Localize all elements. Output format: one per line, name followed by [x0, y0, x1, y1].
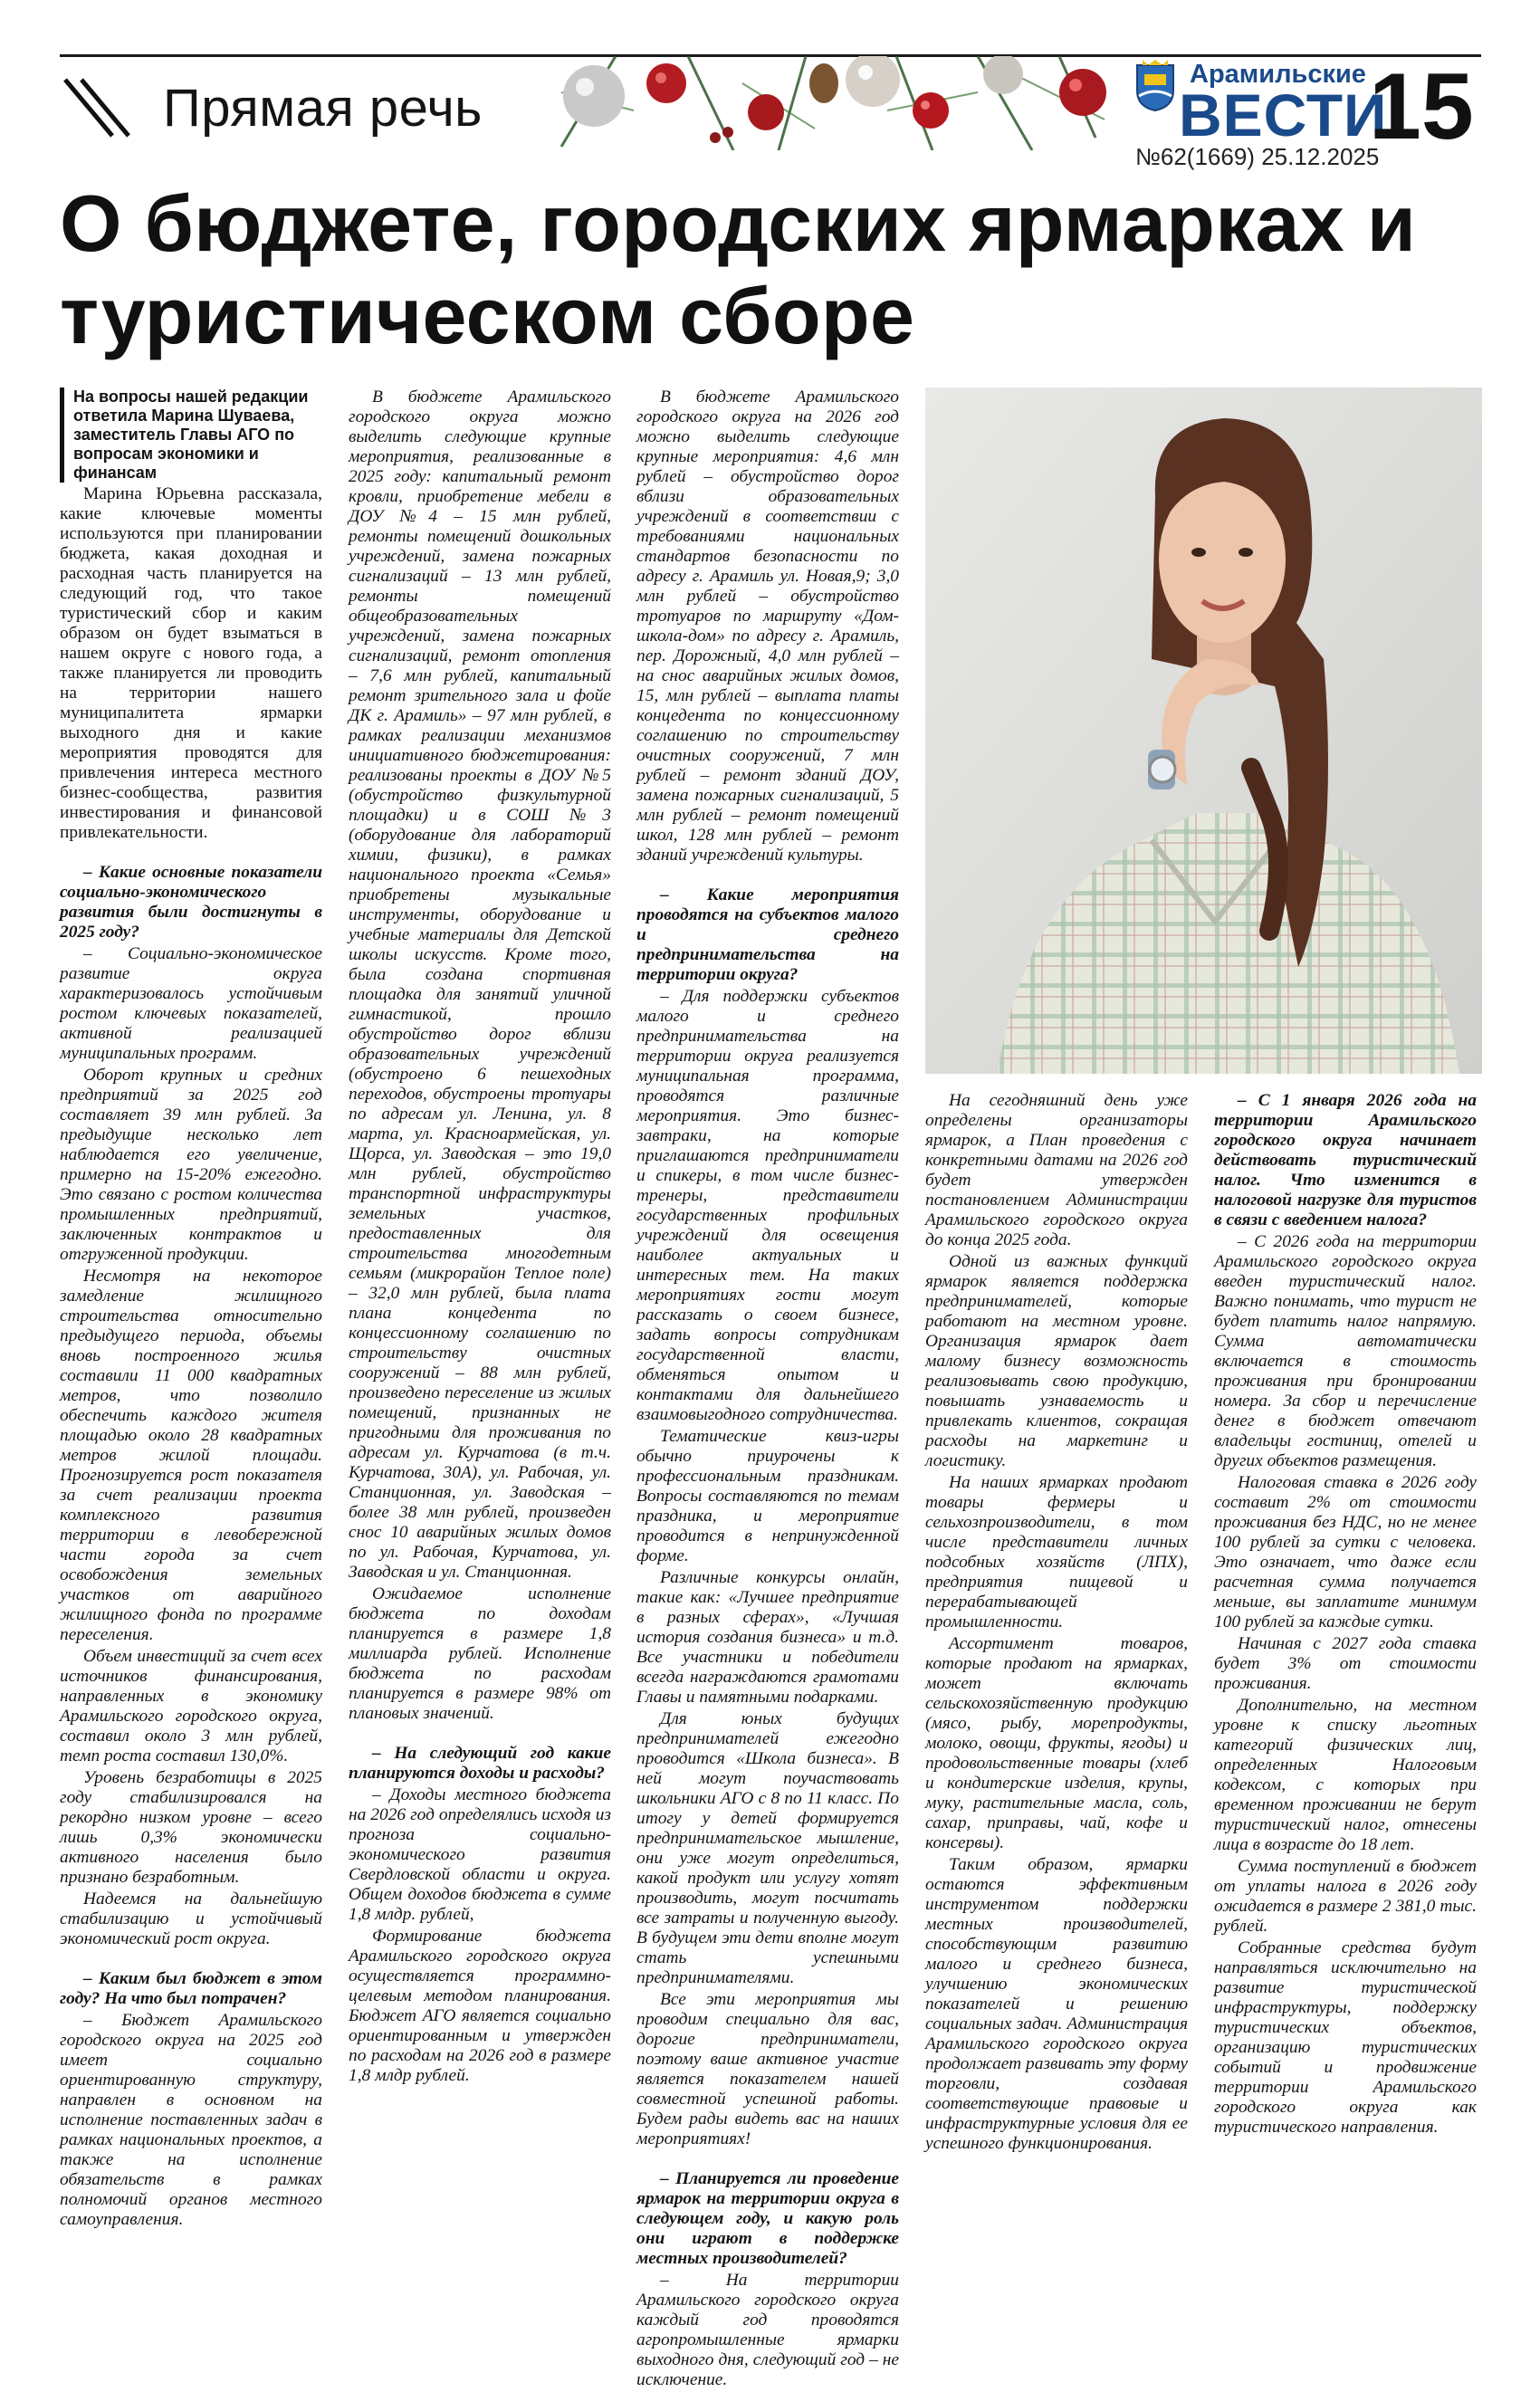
answer-paragraph: На сегодняшний день уже определены организаторы ярмарок, а План проведения с конкретными датами на 2026 год будет утвержден постановлением Администрации Арамильского городского округа до конца 2025 года.: [925, 1091, 1188, 1249]
headline: О бюджете, городских ярмарках и туристическом сборе: [60, 178, 1417, 360]
answer-paragraph: Оборот крупных и средних предприятий за 2025 год составляет 39 млн рублей. За предыдущие несколько лет наблюдается его увеличение, примерно на 15-20% ежегодно. Это связано с ростом количества промышленных предприятий, заключенных контрактов и отгруженной продукции.: [60, 1066, 322, 1264]
answer-paragraph: На наших ярмарках продают товары фермеры и сельхозпроизводители, в том числе представители личных подсобных хозяйств (ЛПХ), предприятия пищевой и перерабатывающей промышленности.: [925, 1473, 1188, 1631]
question-6: – С 1 января 2026 года на территории Арамильского городского округа начинает действовать туристический налог. Что изменится в налоговой нагрузке для туристов в связи с введением налога?: [1214, 1091, 1477, 1229]
article-column-4: [925, 1091, 1188, 2156]
portrait-photo: [925, 388, 1482, 1074]
answer-paragraph: Для юных будущих предпринимателей ежегодно проводится «Школа бизнеса». В ней могут поучаствовать школьники АГО с 8 по 11 класс. По итогу у детей формируется предпринимательское мышление, они уже могут определиться, какой продукт или услугу хотят производить, могут посчитать все затраты и полученную выгоду. В будущем эти дети вполне могут стать успешными предпринимателями.: [636, 1709, 899, 1987]
question-1: – Какие основные показатели социально-экономического развития были достигнуты в 2025 году?: [60, 863, 322, 942]
article-column-1: [60, 388, 322, 2232]
article-column-3: [636, 388, 899, 2392]
newspaper-logo: [1135, 56, 1388, 170]
logo-name: Арамильские: [1190, 60, 1366, 89]
answer-paragraph: – Бюджет Арамильского городского округа на 2025 год имеет социально ориентированную структуру, направлен в основном на исполнение поставленных задач в рамках национальных проектов, а также на исполнение обязательств в рамках полномочий органов местного самоуправления.: [60, 2011, 322, 2229]
answer-paragraph: Собранные средства будут направляться исключительно на развитие туристической инфраструктуры, поддержку туристических объектов, организацию туристических событий и продвижение территории Арамильского городского округа как туристического направления.: [1214, 1938, 1477, 2137]
christmas-decoration-image: [507, 56, 1132, 150]
answer-paragraph: – Доходы местного бюджета на 2026 год определялись исходя из прогноза социально-экономического развития Свердловской области и округа. Общем доходов бюджета в сумме 1,8 млдр. рублей,: [349, 1785, 611, 1924]
answer-paragraph: В бюджете Арамильского городского округа на 2026 год можно выделить следующие крупные мероприятия: 4,6 млн рублей – обустройство дорог вблизи образовательных учреждений в соответствии с требованиями национальных стандартов безопасности по адресу г. Арамиль ул. Новая,9; 3,0 млн рублей – обустройство тротуаров по маршруту «Дом-школа-дом» по адресу г. Арамиль, пер. Дорожный, 4,0 млн рублей – на снос аварийных жилых домов, 15, млн рублей – выплата платы концедента по концессионному соглашению по строительству очистных сооружений, 7 млн рублей – ремонт зданий ДОУ, замена пожарных сигнализаций, 5 млн рублей – ремонт помещений школ, 128 млн рублей – ремонт зданий учреждений культуры.: [636, 388, 899, 865]
article-column-5: [1214, 1091, 1477, 2139]
page-number: 15: [1369, 54, 1474, 159]
intro-paragraph: Марина Юрьевна рассказала, какие ключевые моменты используются при планировании бюджета, какая доходная и расходная часть планируется на следующий год, что такое туристический сбор и каким образом он будет взыматься в нашем округе с нового года, а также планируется ли проводить на территории нашего муниципалитета ярмарки выходного дня и какие мероприятия проводятся для привлечения интереса местного бизнес-сообщества, развития инвестирования и финансовой привлекательности.: [60, 484, 322, 842]
article-column-2: [349, 388, 611, 2088]
answer-paragraph: Формирование бюджета Арамильского городского округа осуществляется программно-целевым методом планирования. Бюджет АГО является социально ориентированным и утвержден по расходам на 2026 год в размере 1,8 млдр рублей.: [349, 1927, 611, 2085]
rubric: [60, 71, 483, 145]
question-2: – Каким был бюджет в этом году? На что был потрачен?: [60, 1969, 322, 2008]
answer-paragraph: Налоговая ставка в 2026 году составит 2% от стоимости проживания без НДС, но не менее 100 рублей за сутки с человека. Это означает, что даже если расчетная сумма получается меньше, вы заплатите минимум 100 рублей за каждые сутки.: [1214, 1473, 1477, 1631]
question-3: – На следующий год какие планируются доходы и расходы?: [349, 1744, 611, 1783]
answer-paragraph: – На территории Арамильского городского округа каждый год проводятся агропромышленные ярмарки выходного дня, следующий год – не исключение.: [636, 2271, 899, 2389]
question-4: – Какие мероприятия проводятся на субъектов малого и среднего предпринимательства на территории округа?: [636, 885, 899, 984]
answer-paragraph: Сумма поступлений в бюджет от уплаты налога в 2026 году ожидается в размере 2 381,0 тыс. рублей.: [1214, 1857, 1477, 1936]
answer-paragraph: Уровень безработицы в 2025 году стабилизировался на рекордно низком уровне – всего лишь 0,3% экономически активного населения было признано безработным.: [60, 1768, 322, 1887]
lead: На вопросы нашей редакции ответила Марина Шуваева, заместитель Главы АГО по вопросам экономики и финансам: [60, 388, 322, 483]
question-5: – Планируется ли проведение ярмарок на территории округа в следующем году, и какую роль они играют в поддержке местных производителей?: [636, 2169, 899, 2268]
answer-paragraph: Таким образом, ярмарки остаются эффективным инструментом поддержки местных производителей, способствующим развитию малого и среднего бизнеса, улучшению экономических показателей и решению социальных задач. Администрация Арамильского городского округа продолжает развивать эту форму торговли, создавая соответствующие правовые и инфраструктурные условия для ее успешного функционирования.: [925, 1855, 1188, 2153]
answer-paragraph: – Для поддержки субъектов малого и среднего предпринимательства на территории округа реализуется муниципальная программа, проводятся различные мероприятия. Это бизнес-завтраки, на которые приглашаются предприниматели и спикеры, в том числе бизнес-тренеры, представители государственных профильных учреждений для освещения наиболее актуальных и интересных тем. На таких мероприятиях гости могут рассказать о своем бизнесе, задать вопросы сотрудникам государственной власти, обменяться опытом и контактами для дальнейшего взаимовыгодного сотрудничества.: [636, 987, 899, 1424]
answer-paragraph: Ассортимент товаров, которые продают на ярмарках, может включать сельскохозяйственную продукцию (мясо, рыбу, морепродукты, молоко, овощи, фрукты, ягоды) и продовольственные товары (хлеб и кондитерские изделия, крупы, муку, растительные масла, соль, сахар, приправы, чай, кофе и консервы).: [925, 1634, 1188, 1852]
answer-paragraph: Надеемся на дальнейшую стабилизацию и устойчивый экономический рост округа.: [60, 1890, 322, 1948]
answer-paragraph: Тематические квиз-игры обычно приурочены к профессиональным праздникам. Вопросы составляются по темам праздника, и мероприятие проводится в непринужденной форме.: [636, 1427, 899, 1565]
answer-paragraph: Начиная с 2027 года ставка будет 3% от стоимости проживания.: [1214, 1634, 1477, 1693]
answer-paragraph: Одной из важных функций ярмарок является поддержка предпринимателей, которые работают на местном уровне. Организация ярмарок дает малому бизнесу возможность реализовывать свою продукцию, повышать узнаваемость и привлекать клиентов, сокращая расходы на маркетинг и логистику.: [925, 1252, 1188, 1470]
answer-paragraph: Все эти мероприятия мы проводим специально для вас, дорогие предприниматели, поэтому ваше активное участие является показателем нашей совместной успешной работы. Будем рады видеть вас на наших мероприятиях!: [636, 1990, 899, 2148]
logo-title: ВЕСТИ: [1179, 81, 1388, 148]
answer-paragraph: Ожидаемое исполнение бюджета по доходам планируется в размере 1,8 миллиарда рублей. Исполнение бюджета по расходам планируется в размере 98% от плановых значений.: [349, 1584, 611, 1723]
answer-paragraph: Объем инвестиций за счет всех источников финансирования, направленных в экономику Арамильского городского округа, составил около 3 млн рублей, темп роста составил 130,0%.: [60, 1647, 322, 1765]
answer-paragraph: Несмотря на некоторое замедление жилищного строительства относительно предыдущего периода, объемы вновь построенного жилья составили 11 000 квадратных метров, что позволило обеспечить каждого жителя площадью около 28 квадратных метров жилой площади. Прогнозируется рост показателя за счет реализации проекта комплексного развития территории в левобережной части города за счет освобождения земельных участков от аварийного жилищного фонда по программе переселения.: [60, 1267, 322, 1644]
answer-paragraph: – Социально-экономическое развитие округа характеризовалось устойчивым ростом ключевых показателей, активной реализацией муниципальных программ.: [60, 944, 322, 1063]
answer-paragraph: Различные конкурсы онлайн, такие как: «Лучшее предприятие в разных сферах», «Лучшая история создания бизнеса» и т.д. Все участники и победители всегда награждаются грамотами Главы и памятными подарками.: [636, 1568, 899, 1707]
rubric-label: Прямая речь: [163, 78, 483, 138]
answer-paragraph: – С 2026 года на территории Арамильского городского округа введен туристический налог. Важно понимать, что турист не будет платить налог напрямую. Сумма автоматически включается в стоимость проживания при бронировании номера. За сбор и перечисление денег в бюджет отвечают владельцы гостиниц, отелей и других объектов размещения.: [1214, 1232, 1477, 1470]
coat-of-arms-icon: [1135, 60, 1175, 112]
answer-paragraph: В бюджете Арамильского городского округа можно выделить следующие крупные мероприятия, реализованные в 2025 году: капитальный ремонт кровли, приобретение мебели в ДОУ №4 – 15 млн рублей, ремонты помещений дошкольных учреждений, замена пожарных сигнализаций – 13 млн рублей, ремонты помещений общеобразовательных учреждений, замена пожарных сигнализаций, ремонт отопления – 7,6 млн рублей, капитальный ремонт зрительного зала и фойе ДК г. Арамиль» – 97 млн рублей, в рамках реализации механизмов инициативного бюджетирования: реализованы проекты в ДОУ №5 (обустройство физкультурной площадки) и в СОШ №3 (оборудование для лабораторий химии, физики), в рамках национального проекта «Семья» приобретены музыкальные инструменты, оборудование и учебные материалы для Детской школы искусств. Кроме того, была создана спортивная площадка для занятий уличной гимнастикой, прошло обустройство дорог вблизи образовательных учреждений (обустроено 6 пешеходных переходов, обустроены тротуары по адресам ул. Ленина, ул. 8 марта, ул. Красноармейская, ул. Щорса, ул. Заводская – это 19,0 млн рублей, обустройство транспортной инфраструктуры земельных участков, предоставленных для строительства многодетным семьям (микрорайон Теплое поле) – 32,0 млн рублей, была плата плана концедента по концессионному соглашению по строительству очистных сооружений – 88 млн рублей, произведено переселение из жилых помещений, признанных не пригодными для проживания по адресам ул. Курчатова (в т.ч. Курчатова, 30А), ул. Рабочая, ул. Станционная, ул. Заводская – более 38 млн рублей, произведен снос 10 аварийных жилых домов по ул. Рабочая, Курчатова, ул. Заводская и ул. Станционная.: [349, 388, 611, 1582]
slashes-icon: [60, 76, 134, 139]
answer-paragraph: Дополнительно, на местном уровне к списку льготных категорий физических лиц, определенных Налоговым кодексом, с которых при временном проживании не берут туристический налог, отнесены лица в возрасте до 18 лет.: [1214, 1696, 1477, 1854]
issue-number: №62(1669) 25.12.2025: [1135, 143, 1380, 170]
